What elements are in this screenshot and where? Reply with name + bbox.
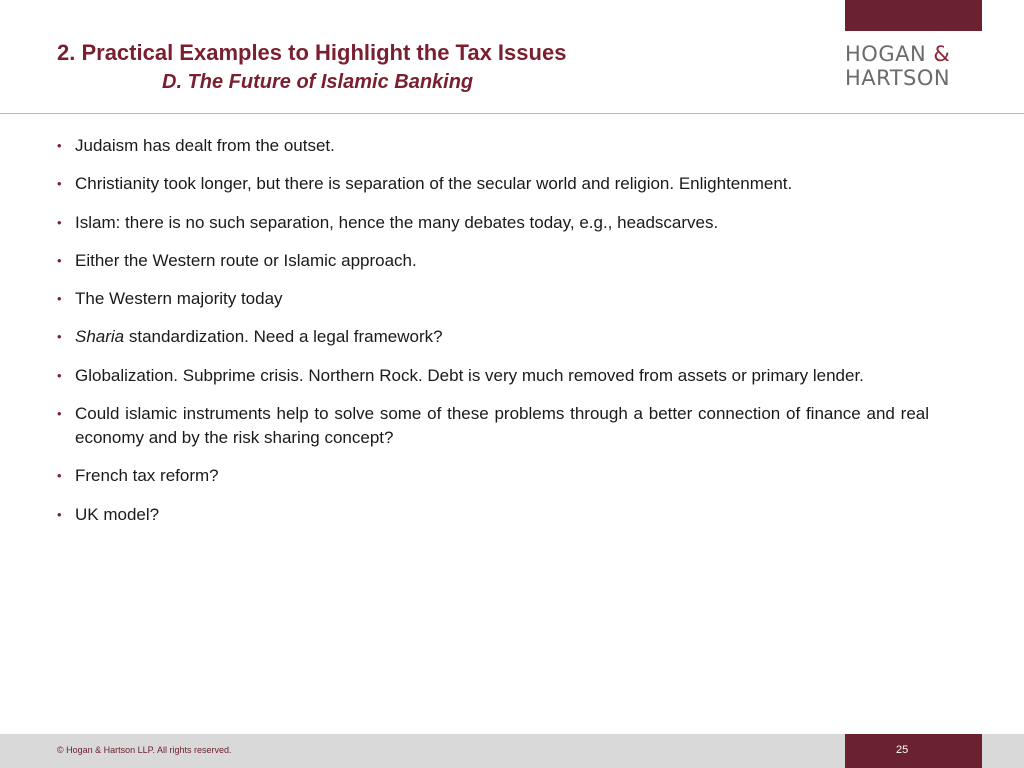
bullet-text: Could islamic instruments help to solve some of these problems through a better connection of finance and real economy and by the risk sharing concept? xyxy=(75,404,929,448)
header-accent-tab xyxy=(845,0,982,31)
bullet-text: Either the Western route or Islamic approach. xyxy=(75,250,417,270)
bullet-text: Globalization. Subprime crisis. Northern Rock. Debt is very much removed from assets or primary lender. xyxy=(75,365,864,385)
bullet-italic-term: Sharia xyxy=(75,327,125,347)
slide-title: 2. Practical Examples to Highlight the Tax Issues xyxy=(57,40,567,65)
footer-copyright: © Hogan & Hartson LLP. All rights reserved. xyxy=(57,745,232,755)
bullet-icon: • xyxy=(57,138,62,153)
bullet-icon: • xyxy=(57,252,62,268)
bullet-text: UK model? xyxy=(75,504,160,524)
bullet-icon: • xyxy=(57,468,62,484)
bullet-icon: • xyxy=(57,176,62,192)
bullet-text: standardization. Need a legal framework? xyxy=(124,327,443,347)
bullet-item xyxy=(57,325,929,349)
bullet-text: The Western majority today xyxy=(75,289,283,309)
bullet-item xyxy=(57,249,929,273)
bullet-item xyxy=(57,172,929,196)
bullet-icon: • xyxy=(57,367,62,383)
header-divider xyxy=(0,113,1024,114)
logo-line-1: HOGAN xyxy=(845,42,934,66)
bullet-icon: • xyxy=(57,214,62,230)
bullet-icon: • xyxy=(57,506,62,522)
bullet-item xyxy=(57,503,929,527)
bullet-icon: • xyxy=(57,406,62,422)
bullet-item xyxy=(57,134,929,158)
bullet-text: Islam: there is no such separation, hence the many debates today, e.g., headscarves. xyxy=(75,212,719,232)
bullet-icon: • xyxy=(57,291,62,307)
bullet-icon: • xyxy=(57,329,62,345)
bullet-item xyxy=(57,402,929,450)
bullet-text: Judaism has dealt from the outset. xyxy=(75,136,335,155)
bullet-text: French tax reform? xyxy=(75,466,219,486)
bullet-item xyxy=(57,287,929,311)
bullet-text: Christianity took longer, but there is separation of the secular world and religion. Enlightenment. xyxy=(75,174,793,194)
bullet-item xyxy=(57,211,929,235)
bullet-item xyxy=(57,364,929,388)
logo-ampersand: & xyxy=(933,42,951,66)
bullet-item xyxy=(57,464,929,488)
bullet-list xyxy=(57,134,929,541)
page-number-tab xyxy=(845,734,982,768)
page-number: 25 xyxy=(896,744,909,756)
slide-subtitle: D. The Future of Islamic Banking xyxy=(162,71,474,93)
hogan-hartson-logo xyxy=(845,42,985,90)
logo-line-2: HARTSON xyxy=(845,66,951,90)
